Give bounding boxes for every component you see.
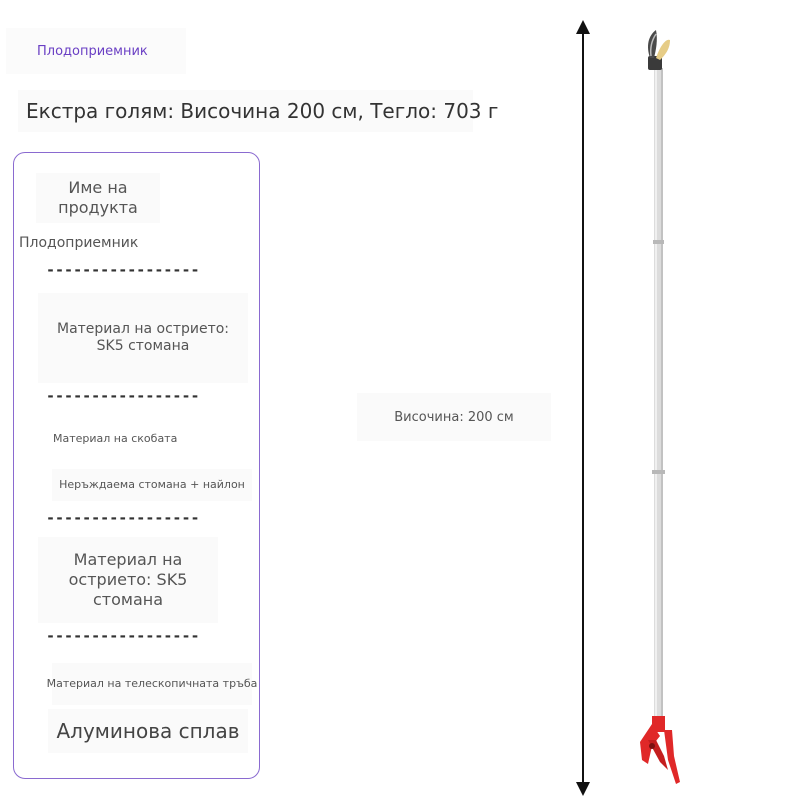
dimension-arrow-icon bbox=[576, 20, 590, 796]
product-name-heading: Име на продукта bbox=[36, 173, 160, 223]
cutting-head-icon bbox=[648, 30, 670, 70]
brand-label: Плодоприемник bbox=[6, 28, 186, 74]
separator-3: ----------------- bbox=[46, 509, 200, 527]
blade-material-1: Материал на острието: SK5 стомана bbox=[38, 293, 248, 383]
tube-material-value: Алуминова сплав bbox=[48, 709, 248, 753]
separator-2: ----------------- bbox=[46, 387, 200, 405]
bracket-material-value: Неръждаема стомана + найлон bbox=[52, 469, 252, 501]
height-label: Височина: 200 см bbox=[357, 393, 551, 441]
product-headline: Екстра голям: Височина 200 см, Тегло: 703 г bbox=[18, 90, 473, 132]
bracket-material-label: Материал на скобата bbox=[53, 432, 178, 445]
handle-icon bbox=[640, 716, 680, 784]
product-name-value: Плодоприемник bbox=[19, 235, 139, 251]
separator-1: ----------------- bbox=[46, 261, 200, 279]
fruit-picker-tool bbox=[640, 30, 680, 784]
tube-material-label: Материал на телескопичната тръба bbox=[52, 663, 252, 705]
separator-4: ----------------- bbox=[46, 627, 200, 645]
blade-material-2: Материал на острието: SK5 стомана bbox=[38, 537, 218, 623]
